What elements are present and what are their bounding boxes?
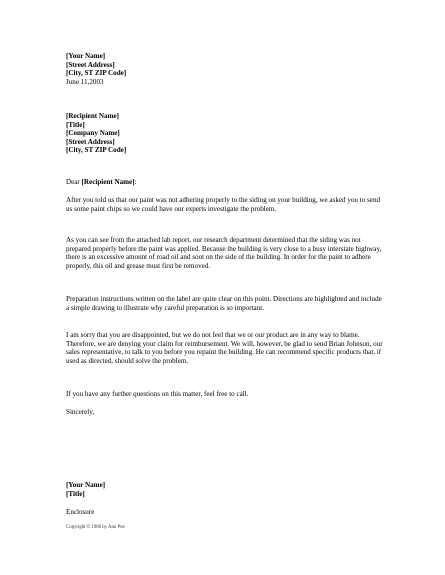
- recipient-block: [66, 112, 386, 155]
- body-paragraph-3: Preparation instructions written on the label are quite clear on this point. Directions are highlighted and include a simple drawing to illustrate why careful preparation is so important.: [66, 295, 382, 312]
- salutation-recipient: [Recipient Name]: [81, 178, 135, 186]
- copyright-notice: Copyright © 1988 by Ann Poe: [66, 525, 125, 530]
- enclosure-text: Enclosure: [66, 508, 95, 516]
- recipient-name: [Recipient Name]: [66, 112, 119, 120]
- closing: [66, 408, 386, 417]
- body-paragraph-4: I am sorry that you are disappointed, but we do not feel that we or our product are in any way to blame. Therefore, we are denying your claim for reimbursement. We will, however, be glad to send Brian Johnson, our sales representative, to talk to you before you repaint the building. He can recommend specific products that, if used as directed, should solve the problem.: [66, 331, 383, 365]
- closing-text: Sincerely,: [66, 408, 95, 416]
- recipient-company: [Company Name]: [66, 129, 120, 138]
- signature-name: [Your Name]: [66, 481, 106, 489]
- recipient-title: [Title]: [66, 120, 85, 129]
- recipient-city: [City, ST ZIP Code]: [66, 146, 127, 155]
- salutation-line: [66, 178, 386, 187]
- salutation-prefix: Dear: [66, 178, 82, 186]
- body-paragraph-2: As you can see from the attached lab report, our research department determined that the siding was not prepared properly before the paint was applied. Because the building is very close to a busy interstate highway, there is an excessive amount of road oil and soot on the side of the building. In order for the paint to adhere properly, this oil and grease must first be removed.: [66, 236, 382, 270]
- salutation-colon: :: [134, 178, 137, 186]
- recipient-street: [Street Address]: [66, 137, 115, 146]
- letter-date: June 11,2003: [66, 77, 104, 86]
- body-paragraph-5: If you have any further questions on this matter, feel free to call.: [66, 390, 249, 398]
- signature-title: [Title]: [66, 489, 85, 498]
- sender-city: [City, ST ZIP Code]: [66, 69, 127, 78]
- sender-name: [Your Name]: [66, 52, 106, 60]
- sender-block: [66, 52, 386, 86]
- body-paragraph-1: After you told us that our paint was not adhering properly to the siding on your building, we asked you to send us some paint chips so we could have our experts investigate the problem.: [66, 196, 381, 213]
- sender-street: [Street Address]: [66, 60, 115, 69]
- signature-block: [66, 481, 386, 498]
- salutation: [66, 178, 386, 187]
- enclosure-note: [66, 508, 386, 517]
